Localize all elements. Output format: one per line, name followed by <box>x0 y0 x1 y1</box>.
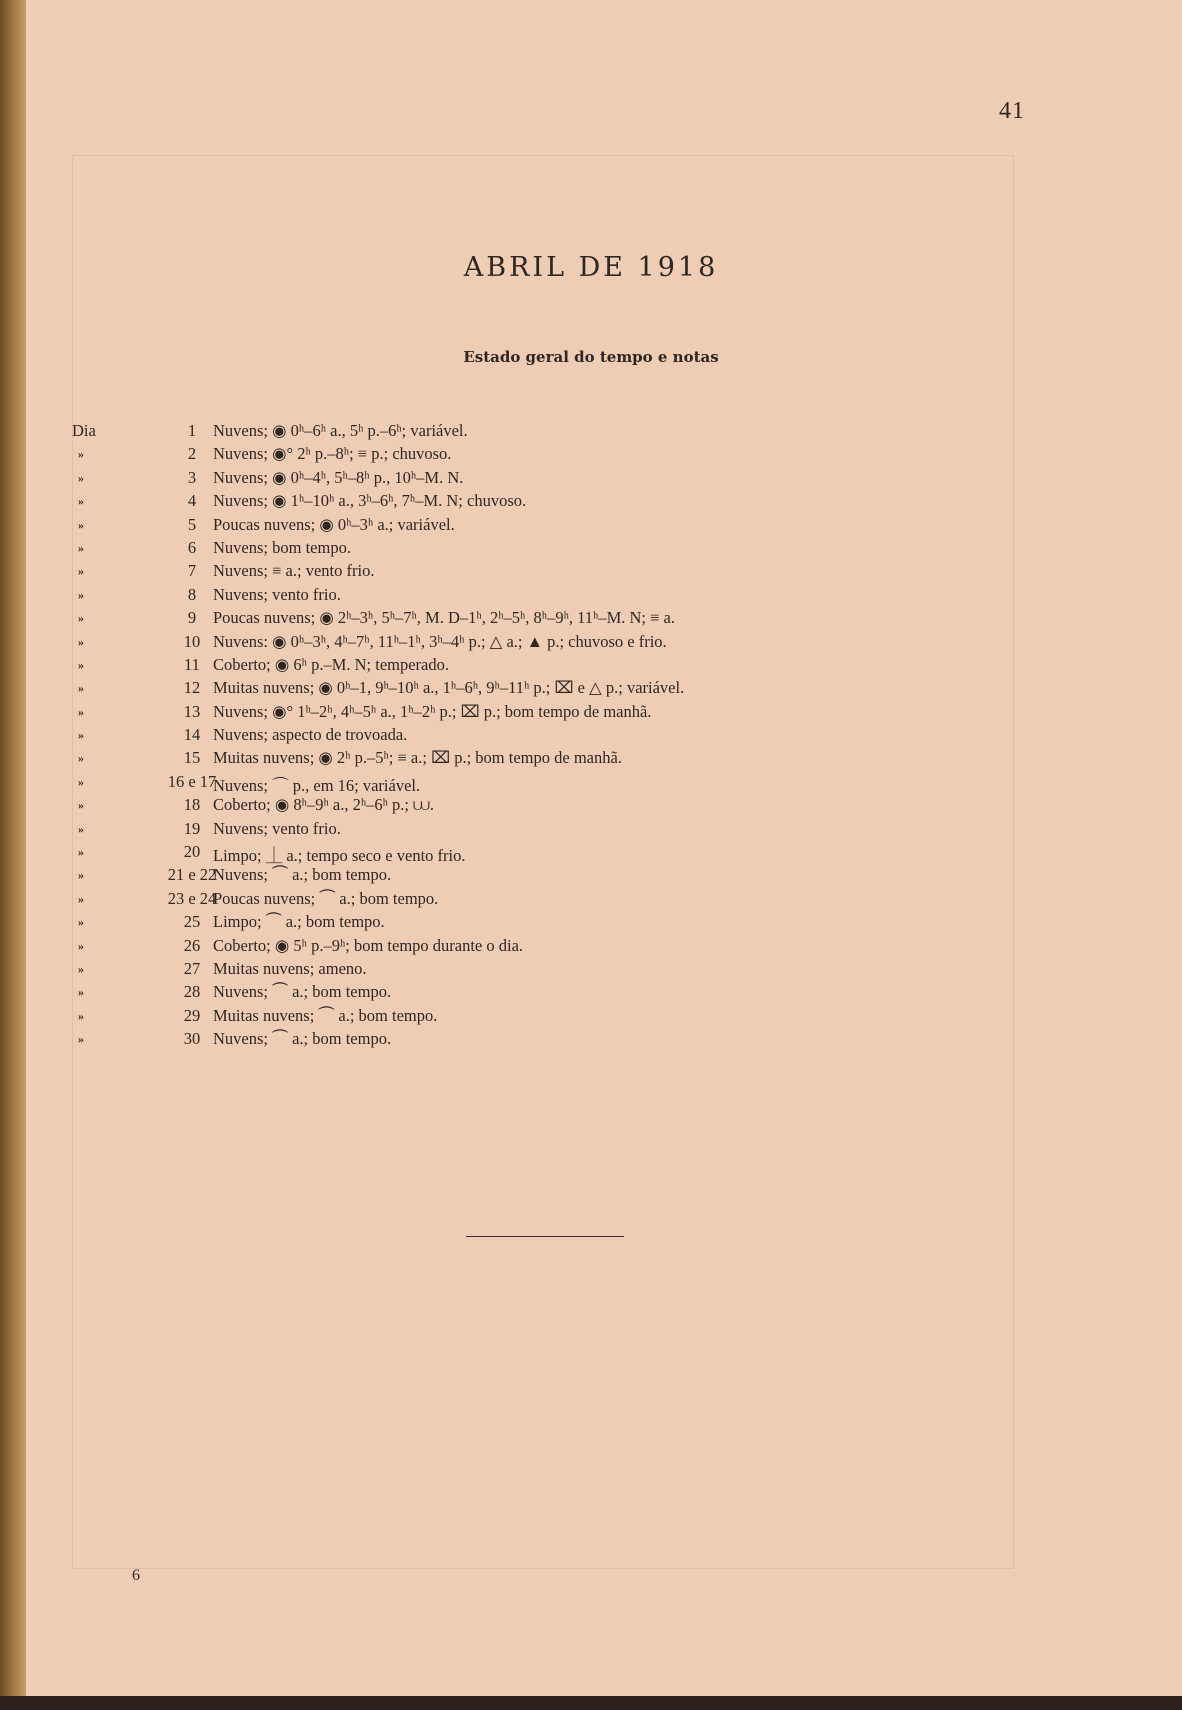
ditto-mark: » <box>78 517 84 532</box>
note-cell: Muitas nuvens; ⏜ a.; bom tempo. <box>213 1005 438 1025</box>
page-number: 41 <box>999 98 1025 124</box>
day-cell: 20 <box>183 842 201 862</box>
note-cell: Poucas nuvens; ⏜ a.; bom tempo. <box>213 888 439 908</box>
column-label: Dia <box>72 421 96 440</box>
table-row <box>72 1006 942 1029</box>
table-row <box>72 842 942 865</box>
day-cell: 21 e 22 <box>167 865 217 885</box>
ditto-mark: » <box>78 774 84 789</box>
table-row <box>72 538 942 561</box>
day-cell: 6 <box>187 537 197 557</box>
ditto-mark: » <box>78 611 84 626</box>
day-cell: 2 <box>187 444 197 464</box>
table-row <box>72 561 942 584</box>
table-row <box>72 491 942 514</box>
ditto-mark: » <box>78 470 84 485</box>
table-row <box>72 889 942 912</box>
table-row <box>72 772 942 795</box>
day-cell: 29 <box>183 1005 201 1025</box>
ditto-mark: » <box>78 961 84 976</box>
note-cell: Nuvens; bom tempo. <box>213 537 351 557</box>
ditto-mark: » <box>78 915 84 930</box>
table-row <box>72 795 942 818</box>
note-cell: Poucas nuvens; ◉ 0ʰ–3ʰ a.; variável. <box>213 514 455 534</box>
page-title: ABRIL DE 1918 <box>463 252 719 283</box>
ditto-mark: » <box>78 985 84 1000</box>
ditto-mark: » <box>78 657 84 672</box>
weather-notes-table <box>72 421 942 1053</box>
table-row <box>72 865 942 888</box>
day-cell: 16 e 17 <box>167 771 217 791</box>
note-cell: Nuvens; ◉ 0ʰ–6ʰ a., 5ʰ p.–6ʰ; variável. <box>213 421 468 440</box>
ditto-mark: » <box>78 891 84 906</box>
note-cell: Muitas nuvens; ◉ 0ʰ–1, 9ʰ–10ʰ a., 1ʰ–6ʰ, 9ʰ–11ʰ p.; ⌧ e △ p.; variável. <box>213 678 685 698</box>
day-cell: 1 <box>187 421 197 440</box>
ditto-mark: » <box>78 938 84 953</box>
table-row <box>72 1029 942 1052</box>
ditto-mark: » <box>78 1032 84 1047</box>
page-subtitle: Estado geral do tempo e notas <box>463 348 719 366</box>
note-cell: Nuvens: ◉ 0ʰ–3ʰ, 4ʰ–7ʰ, 11ʰ–1ʰ, 3ʰ–4ʰ p.; △ a.; ▲ p.; chuvoso e frio. <box>213 631 667 651</box>
day-cell: 10 <box>183 631 201 651</box>
note-cell: Coberto; ◉ 6ʰ p.–M. N; temperado. <box>213 654 449 674</box>
day-cell: 11 <box>184 654 200 674</box>
table-row <box>72 725 942 748</box>
ditto-mark: » <box>78 564 84 579</box>
note-cell: Nuvens; vento frio. <box>213 584 341 604</box>
day-cell: 15 <box>183 748 201 768</box>
day-cell: 27 <box>183 958 201 978</box>
note-cell: Nuvens; ⌒ p., em 16; variável. <box>213 775 421 795</box>
table-row <box>72 515 942 538</box>
table-row <box>72 702 942 725</box>
ditto-mark: » <box>78 540 84 555</box>
note-cell: Nuvens; ⏜ a.; bom tempo. <box>213 1029 392 1049</box>
table-row <box>72 585 942 608</box>
ditto-mark: » <box>78 494 84 509</box>
ditto-mark: » <box>78 845 84 860</box>
table-row <box>72 912 942 935</box>
day-cell: 28 <box>183 982 201 1002</box>
day-cell: 23 e 24 <box>167 888 217 908</box>
day-cell: 26 <box>183 935 201 955</box>
day-cell: 5 <box>187 514 197 534</box>
table-row <box>72 819 942 842</box>
day-cell: 9 <box>187 608 197 628</box>
day-cell: 18 <box>183 795 201 815</box>
note-cell: Coberto; ◉ 5ʰ p.–9ʰ; bom tempo durante o dia. <box>213 935 524 955</box>
table-row <box>72 678 942 701</box>
note-cell: Coberto; ◉ 8ʰ–9ʰ a., 2ʰ–6ʰ p.; ⩊. <box>213 795 434 815</box>
day-cell: 19 <box>183 818 201 838</box>
table-row <box>72 632 942 655</box>
signature-mark: 6 <box>132 1567 140 1584</box>
note-cell: Poucas nuvens; ◉ 2ʰ–3ʰ, 5ʰ–7ʰ, M. D–1ʰ, 2ʰ–5ʰ, 8ʰ–9ʰ, 11ʰ–M. N; ≡ a. <box>213 608 676 628</box>
ditto-mark: » <box>78 868 84 883</box>
ditto-mark: » <box>78 634 84 649</box>
note-cell: Nuvens; aspecto de trovoada. <box>213 725 408 745</box>
ditto-mark: » <box>78 798 84 813</box>
note-cell: Limpo; ⏜ a.; bom tempo. <box>213 912 385 932</box>
ditto-mark: » <box>78 1008 84 1023</box>
day-cell: 8 <box>187 584 197 604</box>
table-row <box>72 444 942 467</box>
ditto-mark: » <box>78 681 84 696</box>
note-cell: Muitas nuvens; ameno. <box>213 958 367 978</box>
ditto-mark: » <box>78 821 84 836</box>
table-row <box>72 655 942 678</box>
day-cell: 14 <box>183 725 201 745</box>
table-row <box>72 982 942 1005</box>
note-cell: Muitas nuvens; ◉ 2ʰ p.–5ʰ; ≡ a.; ⌧ p.; bom tempo de manhã. <box>213 748 622 768</box>
ditto-mark: » <box>78 728 84 743</box>
note-cell: Nuvens; ⏜ a.; bom tempo. <box>213 982 392 1002</box>
ditto-mark: » <box>78 587 84 602</box>
note-cell: Nuvens; ◉ 0ʰ–4ʰ, 5ʰ–8ʰ p., 10ʰ–M. N. <box>213 467 464 487</box>
day-cell: 7 <box>187 561 197 581</box>
ditto-mark: » <box>78 447 84 462</box>
table-row <box>72 421 942 444</box>
table-row <box>72 959 942 982</box>
day-cell: 13 <box>183 701 201 721</box>
day-cell: 12 <box>183 678 201 698</box>
day-cell: 25 <box>183 912 201 932</box>
note-cell: Limpo; ⏊ a.; tempo seco e vento frio. <box>213 846 466 866</box>
page-bottom-edge <box>0 1696 1182 1710</box>
table-row <box>72 748 942 771</box>
table-row <box>72 936 942 959</box>
ditto-mark: » <box>78 704 84 719</box>
table-row <box>72 468 942 491</box>
section-divider <box>466 1236 624 1237</box>
ditto-mark: » <box>78 751 84 766</box>
day-cell: 30 <box>183 1029 201 1049</box>
note-cell: Nuvens; ◉° 2ʰ p.–8ʰ; ≡ p.; chuvoso. <box>213 444 452 464</box>
note-cell: Nuvens; ≡ a.; vento frio. <box>213 561 375 581</box>
note-cell: Nuvens; ◉° 1ʰ–2ʰ, 4ʰ–5ʰ a., 1ʰ–2ʰ p.; ⌧ p.; bom tempo de manhã. <box>213 701 652 721</box>
day-cell: 3 <box>187 467 197 487</box>
table-row <box>72 608 942 631</box>
note-cell: Nuvens; ⏜ a.; bom tempo. <box>213 865 392 885</box>
note-cell: Nuvens; ◉ 1ʰ–10ʰ a., 3ʰ–6ʰ, 7ʰ–M. N; chuvoso. <box>213 491 527 511</box>
day-cell: 4 <box>187 491 197 511</box>
note-cell: Nuvens; vento frio. <box>213 818 341 838</box>
